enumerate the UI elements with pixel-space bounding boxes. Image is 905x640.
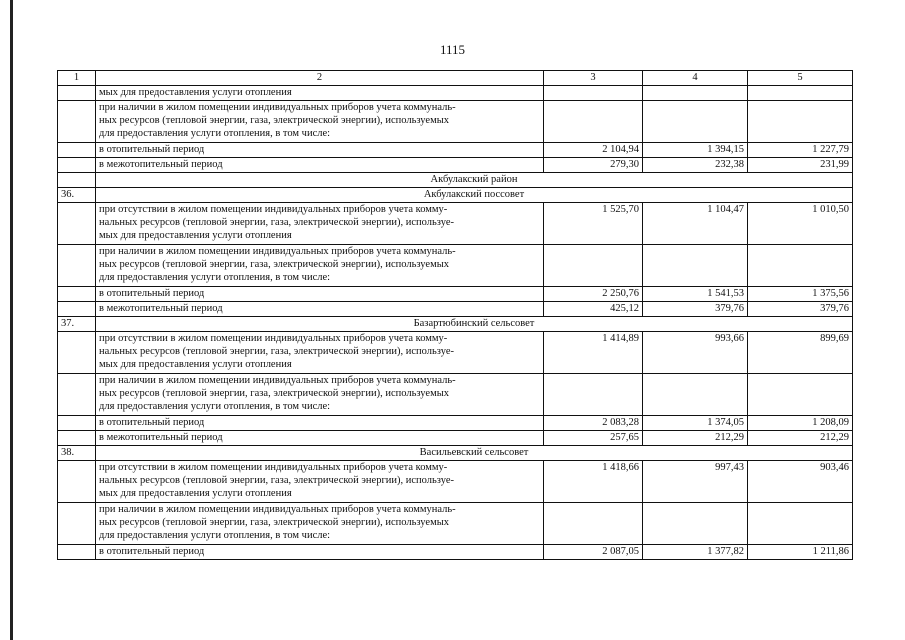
row-number-cell [58,287,96,302]
value-col-3-cell: 2 083,28 [544,416,643,431]
value-col-4-cell: 1 541,53 [643,287,748,302]
row-number-cell [58,245,96,287]
value-col-3-cell [544,86,643,101]
value-col-3-cell [544,503,643,545]
page-number: 1115 [439,42,466,57]
description-cell: в отопительный период [96,143,544,158]
table-row [58,374,853,416]
row-number-cell [58,503,96,545]
section-title-cell: Базартюбинский сельсовет [96,317,853,332]
section-number-cell: 36. [58,188,96,203]
value-col-3-cell: 1 414,89 [544,332,643,374]
description-cell: при отсутствии в жилом помещении индивидуальных приборов учета комму- нальных ресурсов (тепловой энергии, газа, электрической энергии), используе- мых для предоставления услуги отопления [96,332,544,374]
value-col-4-cell: 1 377,82 [643,545,748,560]
row-number-cell [58,545,96,560]
row-number-cell [58,143,96,158]
value-col-3-cell: 257,65 [544,431,643,446]
value-col-5-cell: 1 375,56 [748,287,853,302]
value-col-5-cell: 1 211,86 [748,545,853,560]
value-col-3-cell: 2 104,94 [544,143,643,158]
description-cell: при наличии в жилом помещении индивидуальных приборов учета коммуналь- ных ресурсов (тепловой энергии, газа, электрической энергии), используемых для предоставления услуги отопления, в том числе: [96,101,544,143]
table-row [58,302,853,317]
value-col-3-cell [544,101,643,143]
value-col-4-cell [643,503,748,545]
table-row [58,158,853,173]
value-col-5-cell [748,86,853,101]
section-title-cell: Васильевский сельсовет [96,446,853,461]
description-cell: в отопительный период [96,545,544,560]
section-number-cell: 38. [58,446,96,461]
header-col-5: 5 [748,71,853,86]
description-cell: в отопительный период [96,287,544,302]
row-number-cell [58,416,96,431]
tariff-table-body [58,71,853,560]
table-row [58,203,853,245]
row-number-cell [58,101,96,143]
value-col-4-cell: 1 374,05 [643,416,748,431]
value-col-4-cell [643,101,748,143]
row-number-cell [58,158,96,173]
row-number-cell [58,203,96,245]
table-row [58,287,853,302]
value-col-5-cell [748,245,853,287]
value-col-3-cell: 1 418,66 [544,461,643,503]
value-col-5-cell: 903,46 [748,461,853,503]
value-col-5-cell [748,101,853,143]
header-col-3: 3 [544,71,643,86]
value-col-5-cell [748,374,853,416]
value-col-5-cell: 231,99 [748,158,853,173]
value-col-5-cell: 1 010,50 [748,203,853,245]
value-col-4-cell: 997,43 [643,461,748,503]
header-col-1: 1 [58,71,96,86]
section-row [58,317,853,332]
table-row [58,545,853,560]
section-number-cell: 37. [58,317,96,332]
section-row [58,173,853,188]
description-cell: мых для предоставления услуги отопления [96,86,544,101]
table-row [58,143,853,158]
header-row [58,71,853,86]
value-col-3-cell [544,374,643,416]
row-number-cell [58,302,96,317]
page-edge-bar [10,0,13,640]
description-cell: при отсутствии в жилом помещении индивидуальных приборов учета комму- нальных ресурсов (тепловой энергии, газа, электрической энергии), используе- мых для предоставления услуги отопления [96,461,544,503]
section-row [58,188,853,203]
table-row [58,416,853,431]
value-col-4-cell: 379,76 [643,302,748,317]
table-row [58,431,853,446]
section-title-cell: Акбулакский район [96,173,853,188]
description-cell: в отопительный период [96,416,544,431]
header-col-4: 4 [643,71,748,86]
value-col-3-cell: 1 525,70 [544,203,643,245]
value-col-5-cell: 1 208,09 [748,416,853,431]
description-cell: при наличии в жилом помещении индивидуальных приборов учета коммуналь- ных ресурсов (тепловой энергии, газа, электрической энергии), используемых для предоставления услуги отопления, в том числе: [96,503,544,545]
description-cell: в межотопительный период [96,158,544,173]
description-cell: в межотопительный период [96,302,544,317]
row-number-cell [58,461,96,503]
value-col-3-cell: 2 250,76 [544,287,643,302]
description-cell: при наличии в жилом помещении индивидуальных приборов учета коммуналь- ных ресурсов (тепловой энергии, газа, электрической энергии), используемых для предоставления услуги отопления, в том числе: [96,374,544,416]
value-col-5-cell: 212,29 [748,431,853,446]
value-col-4-cell: 993,66 [643,332,748,374]
row-number-cell [58,374,96,416]
table-row [58,86,853,101]
value-col-5-cell [748,503,853,545]
table-row [58,503,853,545]
value-col-4-cell: 212,29 [643,431,748,446]
section-title-cell: Акбулакский поссовет [96,188,853,203]
value-col-3-cell: 2 087,05 [544,545,643,560]
section-number-cell [58,173,96,188]
value-col-4-cell [643,245,748,287]
description-cell: в межотопительный период [96,431,544,446]
value-col-3-cell [544,245,643,287]
tariff-table [57,70,853,560]
value-col-3-cell: 425,12 [544,302,643,317]
table-row [58,245,853,287]
row-number-cell [58,431,96,446]
table-row [58,461,853,503]
description-cell: при наличии в жилом помещении индивидуальных приборов учета коммуналь- ных ресурсов (тепловой энергии, газа, электрической энергии), используемых для предоставления услуги отопления, в том числе: [96,245,544,287]
table-row [58,332,853,374]
value-col-4-cell [643,86,748,101]
row-number-cell [58,332,96,374]
value-col-5-cell: 899,69 [748,332,853,374]
value-col-4-cell: 232,38 [643,158,748,173]
section-row [58,446,853,461]
value-col-5-cell: 379,76 [748,302,853,317]
description-cell: при отсутствии в жилом помещении индивидуальных приборов учета комму- нальных ресурсов (тепловой энергии, газа, электрической энергии), используе- мых для предоставления услуги отопления [96,203,544,245]
header-col-2: 2 [96,71,544,86]
value-col-4-cell: 1 104,47 [643,203,748,245]
row-number-cell [58,86,96,101]
value-col-4-cell: 1 394,15 [643,143,748,158]
value-col-4-cell [643,374,748,416]
value-col-5-cell: 1 227,79 [748,143,853,158]
table-row [58,101,853,143]
value-col-3-cell: 279,30 [544,158,643,173]
